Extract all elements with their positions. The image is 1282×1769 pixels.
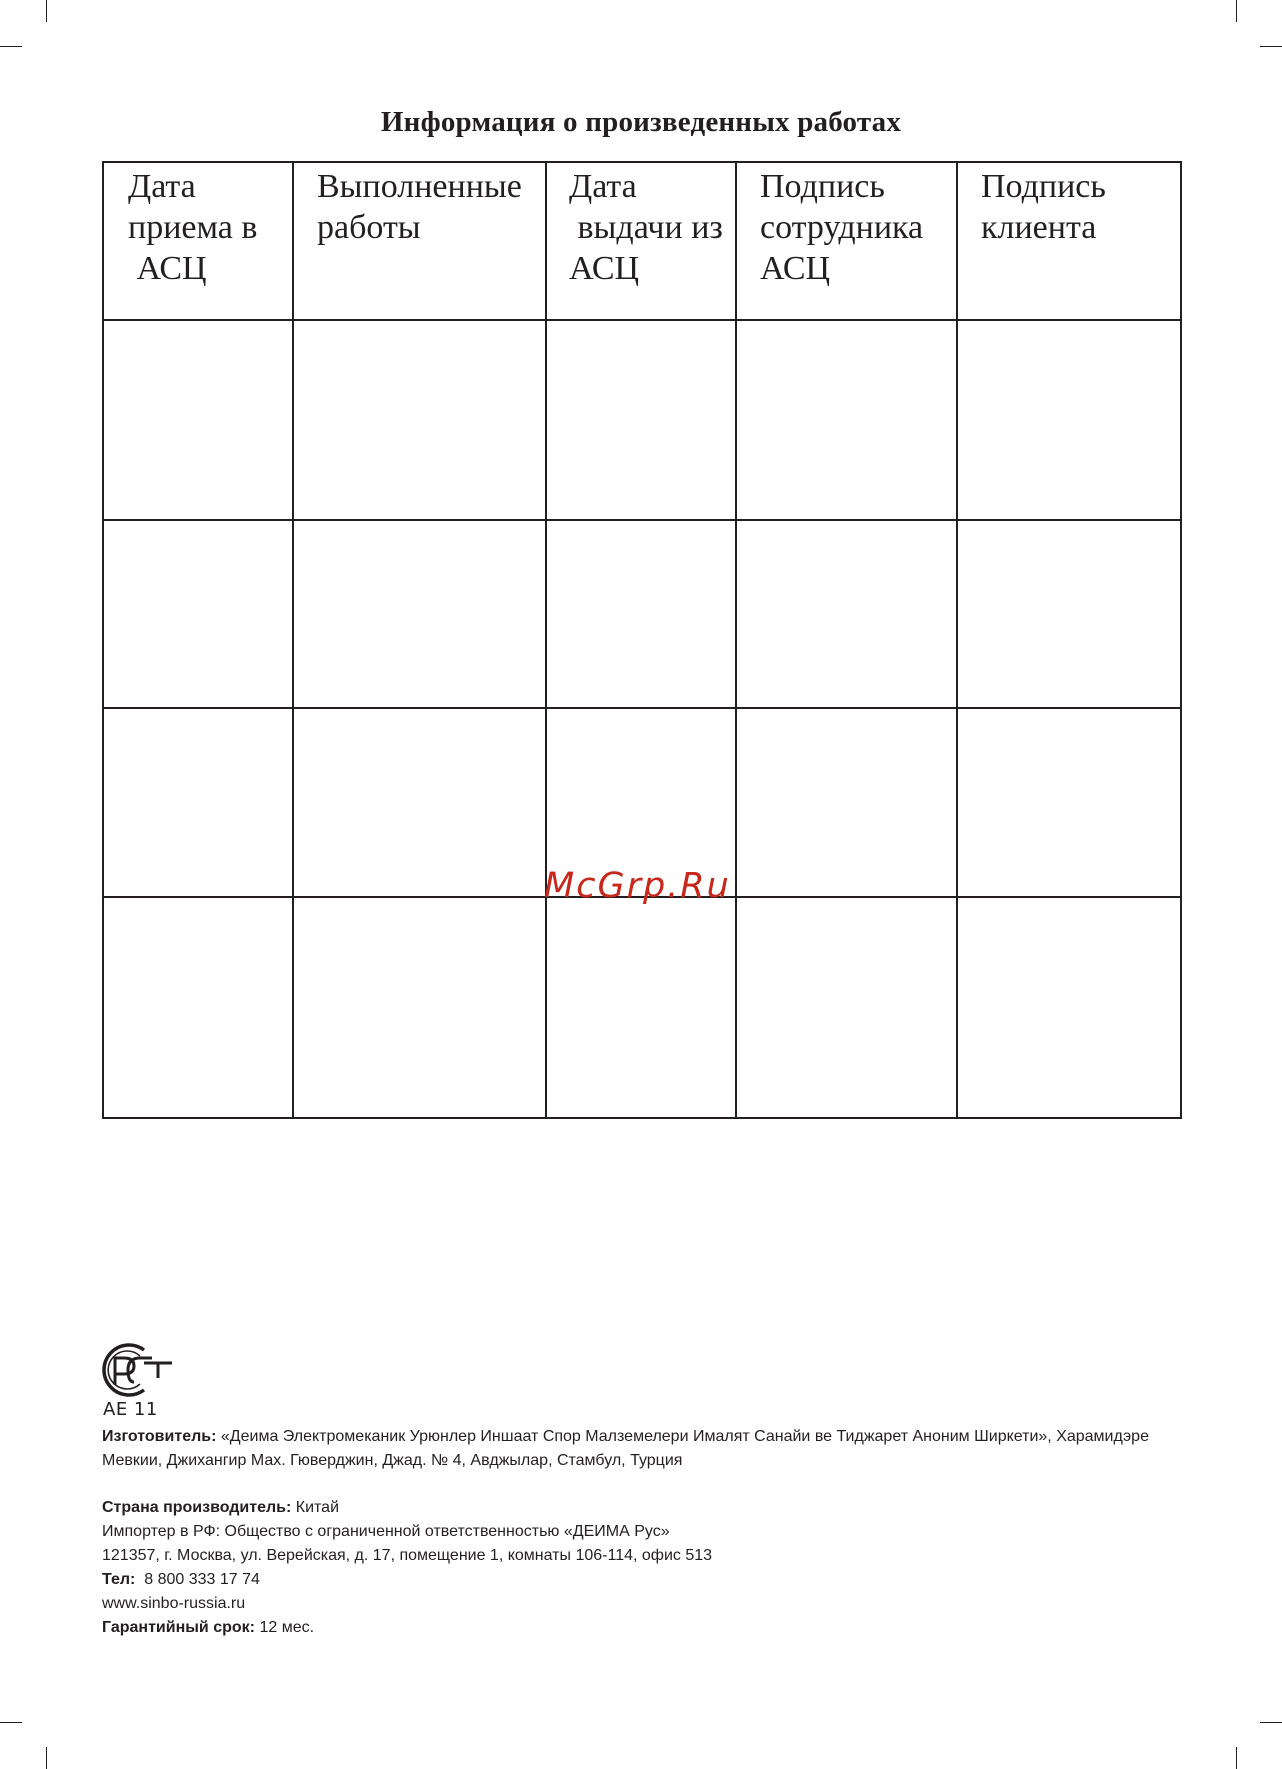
table-row — [103, 320, 1181, 520]
phone-label: Тел: — [102, 1571, 136, 1588]
phone-number: 8 800 333 17 74 — [135, 1571, 260, 1588]
header-client-signature: Подпись клиента — [957, 162, 1181, 320]
table-cell[interactable] — [957, 320, 1181, 520]
crop-mark — [1260, 46, 1282, 47]
warranty-info — [102, 1616, 1202, 1640]
header-release-date: Дата выдачи из АСЦ — [546, 162, 736, 320]
crop-mark — [1260, 1722, 1282, 1723]
table-header-row — [103, 162, 1181, 320]
manufacturer-info — [102, 1425, 1202, 1473]
table-cell[interactable] — [546, 520, 736, 708]
manufacturer-line2: Мевкии, Джихангир Мах. Гюверджин, Джад. № 4, Авджылар, Стамбул, Турция — [102, 1452, 683, 1469]
crop-mark — [46, 0, 47, 22]
table-row — [103, 897, 1181, 1118]
rst-certification-icon — [100, 1338, 178, 1402]
website-link[interactable]: www.sinbo-russia.ru — [102, 1595, 246, 1612]
table-cell[interactable] — [546, 320, 736, 520]
header-work-done: Выполненные работы — [293, 162, 546, 320]
table-cell[interactable] — [293, 708, 546, 897]
crop-mark — [1236, 1747, 1237, 1769]
page-title: Информация о произведенных работах — [380, 106, 902, 138]
table-cell[interactable] — [957, 708, 1181, 897]
works-table — [102, 161, 1182, 1119]
crop-mark — [1236, 0, 1237, 22]
header-intake-date: Дата приема в АСЦ — [103, 162, 293, 320]
importer-info: Импортер в РФ: Общество с ограниченной ответственностью «ДЕИМА Рус» — [102, 1523, 670, 1540]
table-cell[interactable] — [103, 897, 293, 1118]
manufacturer-label: Изготовитель: — [102, 1428, 217, 1445]
warranty-label: Гарантийный срок: — [102, 1619, 255, 1636]
table-cell[interactable] — [957, 897, 1181, 1118]
table-cell[interactable] — [957, 520, 1181, 708]
crop-mark — [0, 1722, 22, 1723]
table-cell[interactable] — [736, 708, 957, 897]
table-cell[interactable] — [736, 520, 957, 708]
table-cell[interactable] — [103, 520, 293, 708]
country-info — [102, 1496, 1202, 1520]
table-cell[interactable] — [736, 897, 957, 1118]
table-cell[interactable] — [293, 520, 546, 708]
warranty-value: 12 мес. — [255, 1619, 315, 1636]
certification-code: AE 11 — [103, 1399, 158, 1420]
table-cell[interactable] — [103, 320, 293, 520]
table-cell[interactable] — [546, 897, 736, 1118]
country-value: Китай — [291, 1499, 339, 1516]
watermark: McGrp.Ru — [544, 866, 731, 906]
table-cell[interactable] — [293, 897, 546, 1118]
table-row — [103, 520, 1181, 708]
header-staff-signature: Подпись сотрудника АСЦ — [736, 162, 957, 320]
manufacturer-line1: «Деима Электромеканик Урюнлер Иншаат Спор Малземелери Ималят Санайи ве Тиджарет Аноним Ширкети», Харамидэре — [220, 1428, 1149, 1445]
importer-address: 121357, г. Москва, ул. Верейская, д. 17, помещение 1, комнаты 106-114, офис 513 — [102, 1547, 713, 1564]
table-cell[interactable] — [293, 320, 546, 520]
table-cell[interactable] — [736, 320, 957, 520]
crop-mark — [0, 46, 22, 47]
phone-info — [102, 1568, 1202, 1592]
crop-mark — [46, 1747, 47, 1769]
table-cell[interactable] — [103, 708, 293, 897]
country-label: Страна производитель: — [102, 1499, 292, 1516]
